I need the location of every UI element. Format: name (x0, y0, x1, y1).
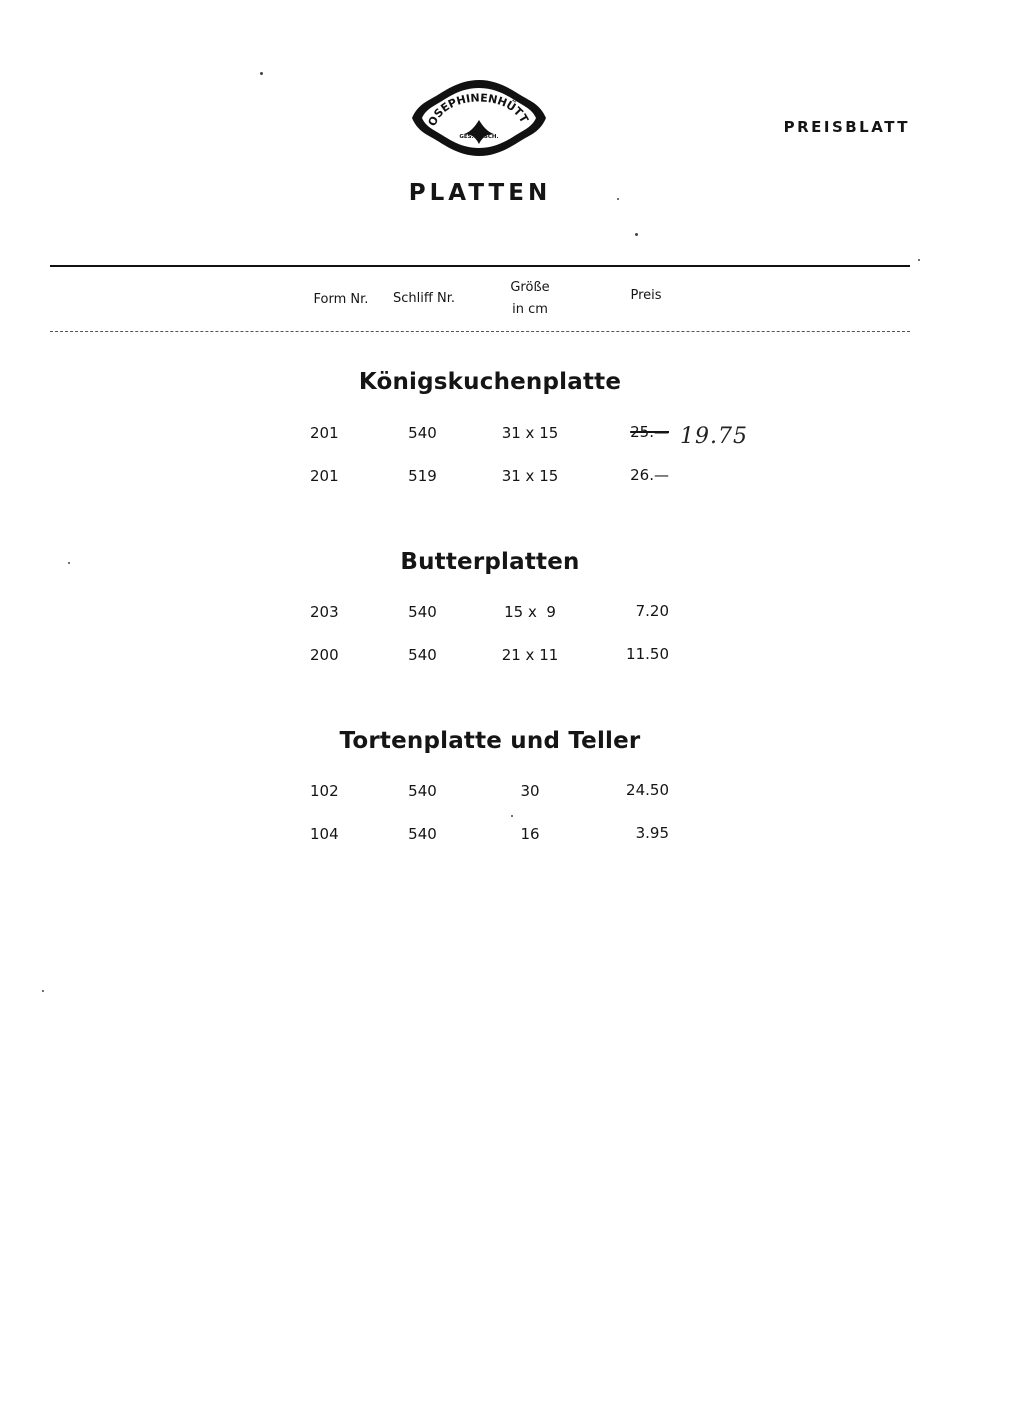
logo-mark: GES. GESCH. (459, 134, 499, 140)
cell-price: 7.20 (635, 602, 669, 620)
page-title: PLATTEN (408, 180, 552, 206)
cell-price: 11.50 (626, 645, 669, 663)
scan-speck (42, 990, 44, 992)
column-header-size-line2: in cm (512, 302, 548, 317)
cell-form: 203 (310, 603, 339, 621)
cell-size: 15 x 9 (504, 603, 556, 621)
cell-size: 31 x 15 (501, 467, 559, 485)
cell-price: 24.50 (626, 781, 669, 799)
section-title: Königskuchenplatte (358, 369, 622, 395)
section-title: Tortenplatte und Teller (339, 728, 641, 754)
document-type: PREISBLATT (783, 118, 910, 136)
header-divider (50, 265, 910, 267)
handwritten-price: 19.75 (680, 424, 748, 449)
column-header-divider (50, 331, 910, 332)
cell-schliff: 540 (408, 603, 437, 621)
column-header-form: Form Nr. (313, 292, 369, 307)
josephinenhuette-logo (408, 76, 550, 160)
cell-price: 3.95 (635, 824, 669, 842)
column-header-size (490, 277, 570, 321)
cell-size: 16 (520, 825, 540, 843)
column-header-price: Preis (630, 288, 662, 303)
scan-speck (617, 198, 619, 200)
cell-price: 26.— (630, 466, 669, 484)
cell-form: 102 (310, 782, 339, 800)
scan-speck (635, 233, 638, 236)
cell-schliff: 540 (408, 424, 437, 442)
section-title: Butterplatten (400, 549, 580, 575)
column-header-size-line1: Größe (510, 280, 550, 295)
scan-speck (511, 815, 513, 817)
scan-speck (260, 72, 263, 75)
column-header-schliff: Schliff Nr. (393, 291, 455, 306)
cell-schliff: 540 (408, 646, 437, 664)
cell-schliff: 519 (408, 467, 437, 485)
scan-speck (918, 259, 920, 261)
cell-form: 201 (310, 424, 339, 442)
cell-schliff: 540 (408, 825, 437, 843)
cell-form: 200 (310, 646, 339, 664)
cell-size: 21 x 11 (501, 646, 559, 664)
cell-form: 104 (310, 825, 339, 843)
cell-size: 31 x 15 (501, 424, 559, 442)
scan-speck (68, 562, 70, 564)
cell-form: 201 (310, 467, 339, 485)
cell-price-crossed-out: 25.— (630, 423, 669, 441)
cell-size: 30 (520, 782, 540, 800)
cell-schliff: 540 (408, 782, 437, 800)
logo-text: OSEPHINENHÜTT (425, 91, 531, 129)
